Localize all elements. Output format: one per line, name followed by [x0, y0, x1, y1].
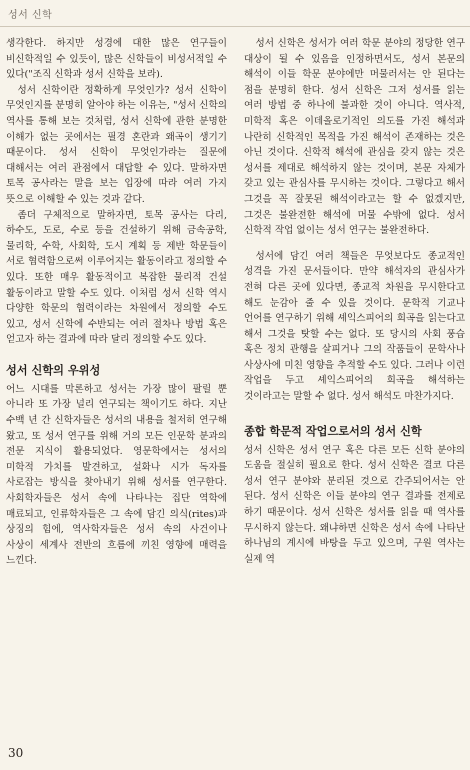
running-header: 성서 신학 — [8, 10, 53, 21]
paragraph: 생각한다. 하지만 성경에 대한 많은 연구들이 비신학적일 수 있듯이, 많은 신학들이 비성서적일 수 있다("조직 신학과 성서 신학을 보라). — [6, 38, 227, 81]
page-number: 30 — [8, 746, 24, 760]
paragraph: 성서에 담긴 여러 책들은 무엇보다도 종교적인 성격을 가진 문서들이다. 만약 해석자의 관심사가 전혀 다른 곳에 있다면, 종교적 차원을 무시한다고 해도 눈감아 줄 수 있을 것이다. 문학적 기교나 언어를 연구하기 위해 셰익스피어의 희곡을 읽는다고 해서 그것을 탓할 수는 없다. 또 당시의 사회 풍습 혹은 정치 관행을 살피거나 그의 작품들이 문학사나 사상사에 미친 영향을 추적할 수도 있다. 그러나 이런 작업을 두고 셰익스피어의 희곡을 해석하는 것이라고는 말할 수 없다. 성서 해석도 마찬가지다. — [244, 250, 465, 403]
paragraph: 성서 신학은 성서 연구 혹은 다른 모든 신학 분야의 도움을 절실히 필요로 한다. 성서 신학은 결코 다른 성서 연구 분야와 분리된 것으로 간주되어서는 안 된다. 성서 신학은 이들 분야의 연구 결과를 전제로 하기 때문이다. 성서 신학은 성서를 읽을 때 역사를 무시하지 않는다. 왜냐하면 신학은 성서 속에 나타난 하나님의 계시에 바탕을 두고 있으며, 구원 역사는 실제 역 — [244, 444, 465, 565]
paragraph: 좀더 구체적으로 말하자면, 토목 공사는 다리, 하수도, 도로, 수로 등을 건설하기 위해 금속공학, 물리학, 수학, 사회학, 도시 계획 등 제반 학문들이 서로 협력함으로써 이루어지는 활동이라고 정의할 수 있다. 또한 매우 활동적이고 복잡한 물리적 건설 활동이라고 말할 수도 있다. 이처럼 성서 신학 역시 다양한 학문의 협력이라는 차원에서 정의할 수도 있고, 성서 신학에 수반되는 여러 절차나 방법 혹은 얻고자 하는 결과에 따라 달리 정의할 수도 있다. — [6, 209, 227, 346]
header-divider — [0, 26, 470, 27]
paragraph: 성서 신학이란 정확하게 무엇인가? 성서 신학이 무엇인지를 분명히 알아야 하는 이유는, "성서 신학의 역사를 통해 보는 것처럼, 성서 신학에 관한 분명한 이해가 없는 곳에서는 필경 혼란과 왜곡이 생기기 때문이다. 성서 신학이 무엇인가라는 질문에 대해서는 여러 관점에서 대답할 수 있다. 말하자면 토목 공사라는 말을 보는 입장에 따라 여러 가지 뜻으로 이해할 수 있는 것과 같다. — [6, 84, 227, 205]
right-column — [244, 36, 465, 736]
paragraph: 어느 시대를 막론하고 성서는 가장 많이 팔릴 뿐 아니라 또 가장 널리 연구되는 책이기도 하다. 지난 수백 년 간 신학자들은 성서의 내용을 철저히 연구해 왔고, 또 성서 연구를 위해 거의 모든 인문학 분과의 전문 지식이 활용되었다. 영문학에서는 성서의 미학적 가치를 발견하고, 설화나 시가 독자를 사로잡는 방식을 찾아내기 위해 성서를 연구한다. 사회학자들은 성서 속에 나타나는 집단 역학에 매료되고, 인류학자들은 그 속에 담긴 의식(rites)과 상징의 힘에, 역사학자들은 성서 속의 사건이나 사상이 세계사 전반의 흐름에 끼친 영향에 매력을 느낀다. — [6, 383, 227, 567]
section-heading: 성서 신학의 우위성 — [6, 363, 101, 377]
section-heading: 종합 학문적 작업으로서의 성서 신학 — [244, 424, 422, 438]
left-column — [6, 36, 227, 736]
paragraph: 성서 신학은 성서가 여러 학문 분야의 정당한 연구 대상이 될 수 있음을 인정하면서도, 성서 본문의 해석이 이들 학문 분야에만 머물러서는 안 된다는 점을 분명히 한다. 성서 신학은 그저 성서를 읽는 여러 방법 중 하나에 불과한 것이 아니다. 역사적, 미학적 혹은 이데올로기적인 의도를 가진 해석과 나란히 신학적인 목적을 가진 해석이 존재하는 것은 아닌 것이다. 신학적 해석에 관심을 갖지 않는 것은 성서를 제대로 해석하지 않는 것이며, 본문 자체가 갖고 있는 관심사를 무시하는 것이다. 그렇다고 해서 그것을 꼭 잘못된 해석이라고는 할 수 없겠지만, 그것은 불완전한 해석에 머물 수밖에 없다. 성서 신학적 작업 없이는 성서 연구는 불완전하다. — [244, 38, 465, 237]
